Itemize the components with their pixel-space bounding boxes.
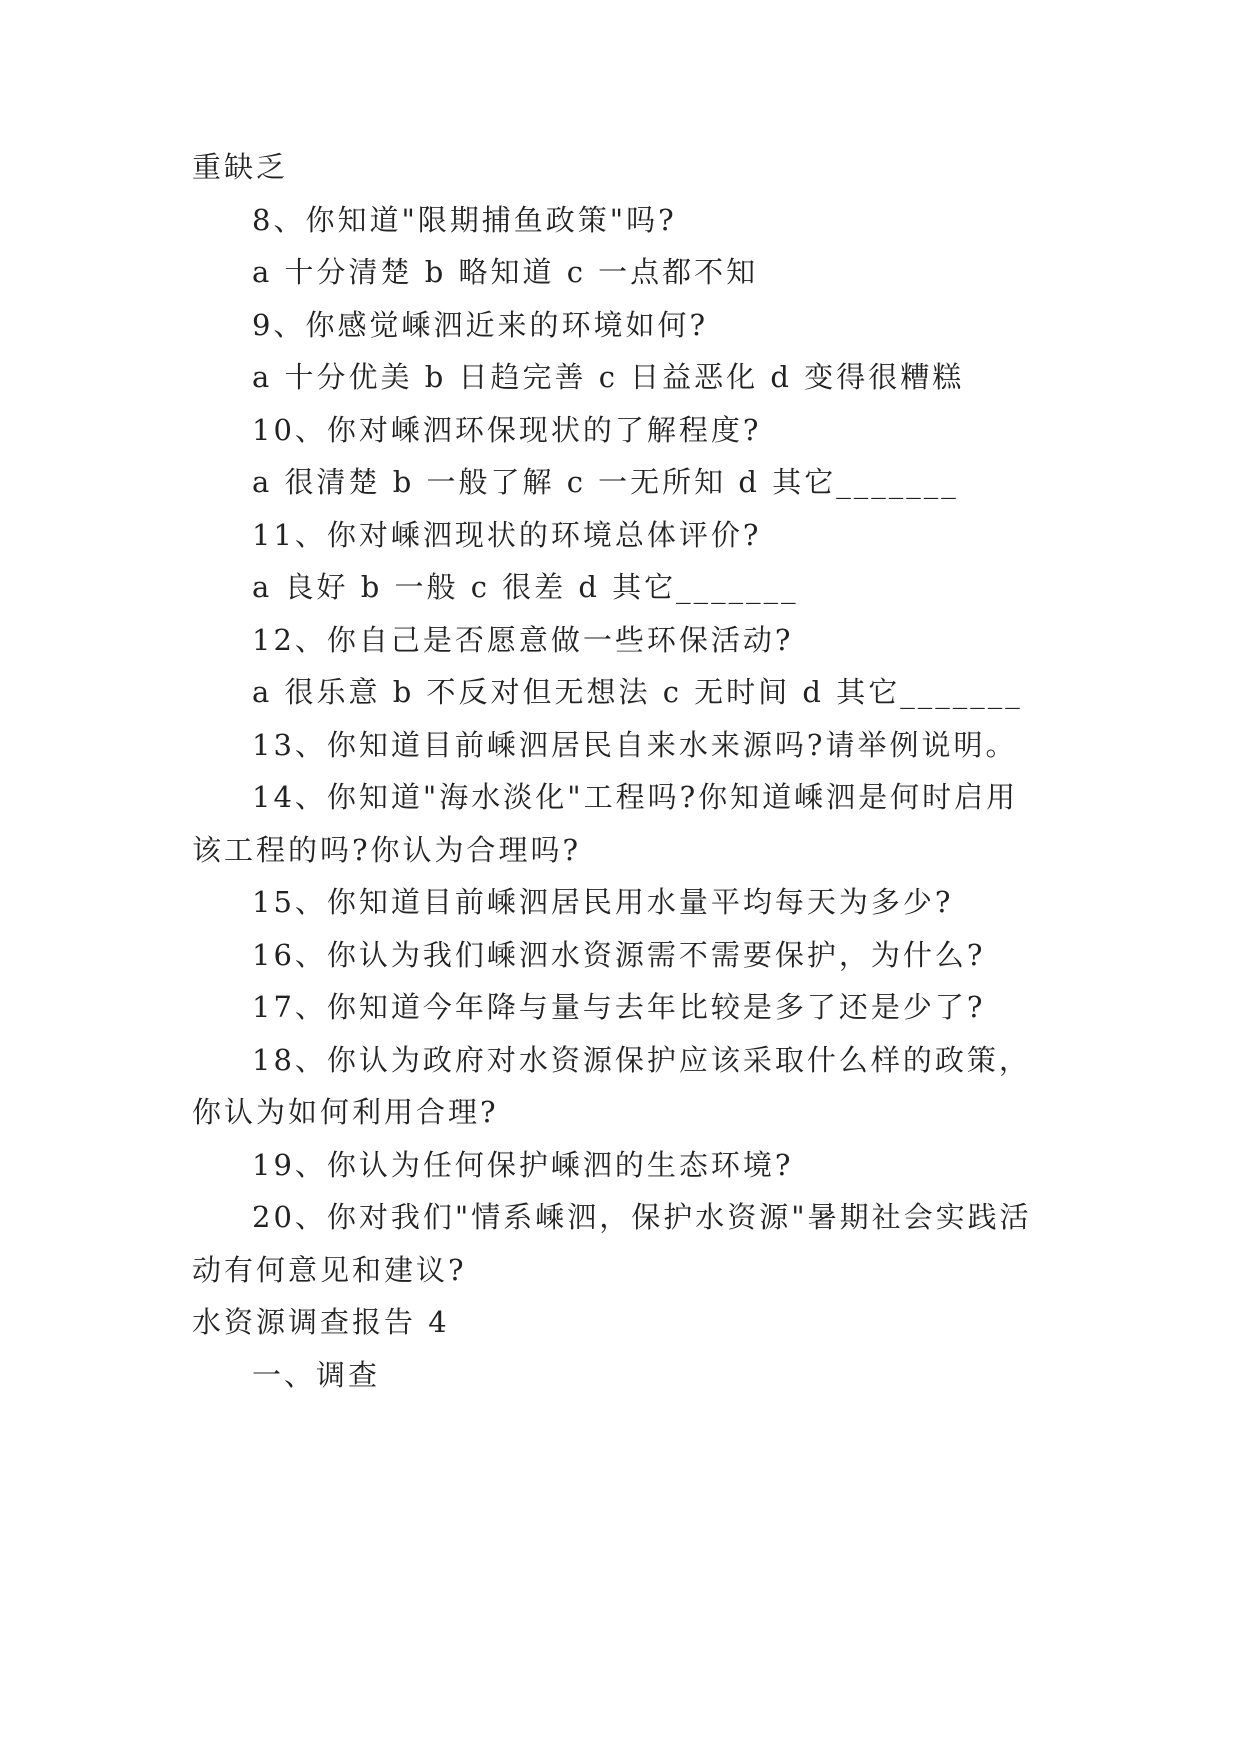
question-14-cont: 该工程的吗?你认为合理吗? bbox=[192, 833, 582, 867]
question-9: 9、你感觉嵊泗近来的环境如何? bbox=[252, 308, 708, 342]
question-19: 19、你认为任何保护嵊泗的生态环境? bbox=[252, 1148, 794, 1182]
section-heading-1: 一、调查 bbox=[252, 1358, 381, 1392]
question-11: 11、你对嵊泗现状的环境总体评价? bbox=[252, 518, 762, 552]
question-17: 17、你知道今年降与量与去年比较是多了还是少了? bbox=[252, 990, 986, 1024]
question-12-options: a 很乐意 b 不反对但无想法 c 无时间 d 其它_______ bbox=[252, 675, 1023, 709]
text-line-continuation: 重缺乏 bbox=[192, 150, 289, 184]
question-8-options: a 十分清楚 b 略知道 c 一点都不知 bbox=[252, 255, 759, 289]
question-20: 20、你对我们"情系嵊泗，保护水资源"暑期社会实践活 bbox=[252, 1200, 1032, 1234]
question-13: 13、你知道目前嵊泗居民自来水来源吗?请举例说明。 bbox=[252, 728, 1018, 762]
question-10-options: a 很清楚 b 一般了解 c 一无所知 d 其它_______ bbox=[252, 465, 959, 499]
question-10: 10、你对嵊泗环保现状的了解程度? bbox=[252, 413, 762, 447]
question-18-cont: 你认为如何利用合理? bbox=[192, 1095, 499, 1129]
question-16: 16、你认为我们嵊泗水资源需不需要保护，为什么? bbox=[252, 938, 986, 972]
question-12: 12、你自己是否愿意做一些环保活动? bbox=[252, 623, 794, 657]
question-20-cont: 动有何意见和建议? bbox=[192, 1253, 467, 1287]
question-9-options: a 十分优美 b 日趋完善 c 日益恶化 d 变得很糟糕 bbox=[252, 360, 965, 394]
question-15: 15、你知道目前嵊泗居民用水量平均每天为多少? bbox=[252, 885, 954, 919]
question-18: 18、你认为政府对水资源保护应该采取什么样的政策， bbox=[252, 1043, 1031, 1077]
question-14: 14、你知道"海水淡化"工程吗?你知道嵊泗是何时启用 bbox=[252, 780, 1019, 814]
section-title: 水资源调查报告 4 bbox=[192, 1305, 450, 1339]
question-8: 8、你知道"限期捕鱼政策"吗? bbox=[252, 203, 677, 237]
question-11-options: a 良好 b 一般 c 很差 d 其它_______ bbox=[252, 570, 799, 604]
